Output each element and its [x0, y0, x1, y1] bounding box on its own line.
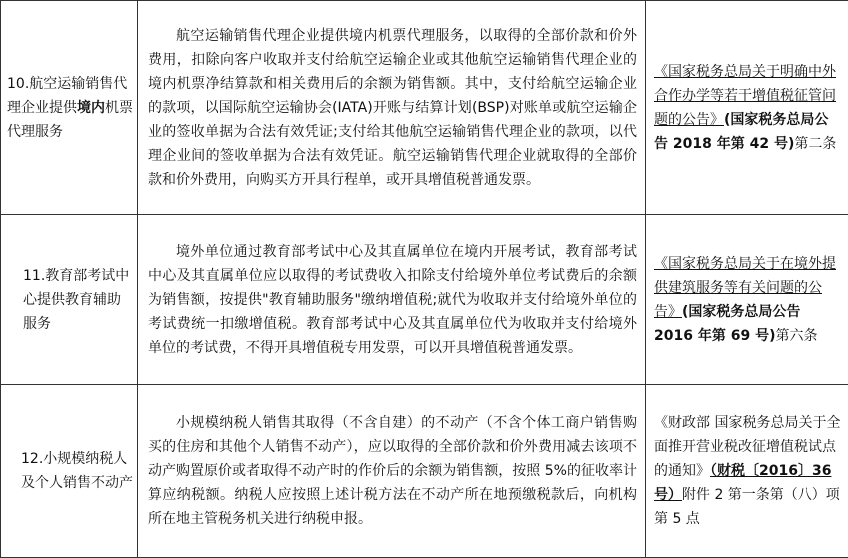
- description-text: 小规模纳税人销售其取得（不含自建）的不动产（不含个体工商户销售购买的住房和其他个人销售不动产），应以取得的全部价款和价外费用减去该项不动产购置原价或者取得不动产时的作价后的余额为销售额，按照 5%的征收率计算应纳税额。纳税人应按照上述计税方法在不动产所在地预缴税款后，向机构所在地主管税务机关进行纳税申报。: [148, 411, 637, 531]
- reference-number: (国家税务总局公告 2016 年第 69 号): [654, 304, 800, 344]
- reference-title: 《国家税务总局关于在境外提供建筑服务等有关问题的公告》: [654, 256, 836, 320]
- reference-cell: [646, 1, 848, 215]
- reference-number: (国家税务总局公告 2018 年第 42 号): [654, 112, 828, 152]
- description-cell: [138, 1, 646, 215]
- item-label: 11.教育部考试中心提供教育辅助服务: [23, 268, 129, 332]
- description-text: 境外单位通过教育部考试中心及其直属单位在境内开展考试，教育部考试中心及其直属单位应以取得的考试费收入扣除支付给境外单位考试费后的余额为销售额，按提供"教育辅助服务"缴纳增值税;就代为收取并支付给境外单位的考试费统一扣缴增值税。教育部考试中心及其直属单位代为收取并支付给境外单位的考试费，不得开具增值税专用发票，可以开具增值税普通发票。: [148, 240, 637, 360]
- reference-title: 《财政部 国家税务总局关于全面推开营业税改征增值税试点的通知》: [654, 415, 840, 479]
- reference-article: 第二条: [794, 136, 836, 152]
- item-cell: [1, 215, 138, 385]
- reference-article: 第六条: [775, 328, 817, 344]
- description-text: 航空运输销售代理企业提供境内机票代理服务，以取得的全部价款和价外费用，扣除向客户收取并支付给航空运输企业或其他航空运输销售代理企业的境内机票净结算款和相关费用后的余额为销售额。其中，支付给航空运输企业的款项，以国际航空运输协会(IATA)开账与结算计划(BSP)对账单或航空运输企业的签收单据为合法有效凭证;支付给其他航空运输销售代理企业的款项，以代理企业间的签收单据为合法有效凭证。航空运输销售代理企业就取得的全部价款和价外费用，向购买方开具行程单，或开具增值税普通发票。: [148, 24, 637, 192]
- table-row: [1, 1, 848, 215]
- description-cell: [138, 215, 646, 385]
- item-label: 12.小规模纳税人及个人销售不动产: [21, 451, 133, 491]
- reference-cell: [646, 385, 848, 558]
- table-row: [1, 215, 848, 385]
- item-label: 10.航空运输销售代理企业提供: [7, 76, 127, 116]
- description-cell: [138, 385, 646, 558]
- table-row: [1, 385, 848, 558]
- item-label-emphasis: 境内: [77, 100, 105, 116]
- item-label-tail: 机票代理服务: [7, 100, 133, 140]
- reference-article: 附件 2 第一条第（八）项第 5 点: [654, 487, 840, 527]
- reference-number: （财税〔2016〕36 号）: [654, 463, 831, 503]
- reference-title: 《国家税务总局关于明确中外合作办学等若干增值税征管问题的公告》: [654, 64, 836, 128]
- reference-cell: [646, 215, 848, 385]
- item-cell: [1, 385, 138, 558]
- item-cell: [1, 1, 138, 215]
